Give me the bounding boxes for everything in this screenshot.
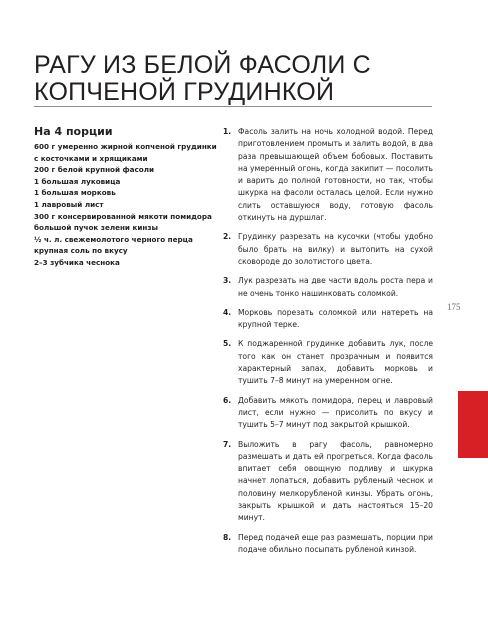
- step-text: К поджаренной грудинке добавить лук, после того как он станет прозрачным и появится характерный запах, добавить морковь и тушить 7–8 минут на умеренном огне.: [238, 339, 433, 386]
- step-number: 7.: [223, 439, 232, 449]
- step-item: [223, 231, 433, 268]
- step-item: [223, 338, 433, 387]
- ingredients-list: [34, 141, 217, 269]
- ingredient-item: 1 большая морковь: [34, 188, 116, 198]
- step-text: Выложить в рагу фасоль, равномерно размешать и дать ей прогреться. Когда фасоль впитает себя овощную подливу и шкурка начнет лопаться, добавить рубленый чеснок и половину мелкорубленой кинзы. Убрать огонь, закрыть крышкой и дать настояться 15–20 минут.: [238, 439, 433, 523]
- step-number: 3.: [223, 276, 232, 286]
- servings-heading: На 4 порции: [34, 125, 113, 138]
- ingredient-item: 600 г умеренно жирной копченой грудинки: [34, 142, 217, 151]
- step-item: [223, 126, 433, 224]
- step-item: [223, 275, 433, 300]
- ingredient-item: крупная соль по вкусу: [34, 246, 128, 256]
- ingredient-item: 300 г консервированной мякоти помидора: [34, 211, 212, 221]
- step-text: Фасоль залить на ночь холодной водой. Перед приготовлением промыть и залить водой, в два раза превышающей объем бобовых. Поставить на умеренный огонь, когда закипит — посолить и варить до полной готовности, но так, чтобы шкурка на фасоли осталась целой. Если нужно слить оставшуюся воду, готовую фасоль откинуть на дуршлаг.: [238, 127, 433, 223]
- page-number: 175: [447, 302, 461, 312]
- step-item: [223, 307, 433, 332]
- step-item: [223, 439, 433, 525]
- ingredient-item: 200 г белой крупной фасоли: [34, 165, 154, 175]
- step-number: 4.: [223, 307, 232, 317]
- steps-list: [223, 126, 433, 563]
- ingredient-item: 2–3 зубчика чеснока: [34, 257, 120, 267]
- step-number: 1.: [223, 127, 232, 136]
- page-title: РАГУ ИЗ БЕЛОЙ ФАСОЛИ С КОПЧЕНОЙ ГРУДИНКОЙ: [34, 50, 371, 106]
- step-text: Лук разрезать на две части вдоль роста пера и не очень тонко нашинковать соломкой.: [238, 276, 433, 298]
- ingredient-item: большой пучок зелени кинзы: [34, 223, 159, 233]
- step-number: 6.: [223, 395, 232, 405]
- chapter-tab-marker: [458, 391, 488, 458]
- ingredient-item: с косточками и хрящиками: [34, 153, 148, 163]
- step-item: [223, 395, 433, 432]
- step-item: [223, 532, 433, 557]
- step-text: Морковь порезать соломкой или натереть на крупной терке.: [238, 307, 433, 330]
- ingredient-item: ½ ч. л. свежемолотого черного перца: [34, 234, 193, 244]
- step-number: 5.: [223, 339, 232, 349]
- title-divider: [34, 106, 432, 107]
- step-number: 2.: [223, 232, 232, 242]
- step-number: 8.: [223, 532, 232, 542]
- step-text: Добавить мякоть помидора, перец и лавровый лист, если нужно — присолить по вкусу и тушить 5–7 минут под закрытой крышкой.: [238, 395, 433, 430]
- ingredient-item: 1 лавровый лист: [34, 199, 104, 209]
- step-text: Грудинку разрезать на кусочки (чтобы удобно было брать на вилку) и вытопить на сухой сковороде до золотистого цвета.: [238, 232, 433, 266]
- ingredient-item: 1 большая луковица: [34, 176, 121, 186]
- step-text: Перед подачей еще раз размешать, порции при подаче обильно посыпать рубленой кинзой.: [238, 532, 433, 554]
